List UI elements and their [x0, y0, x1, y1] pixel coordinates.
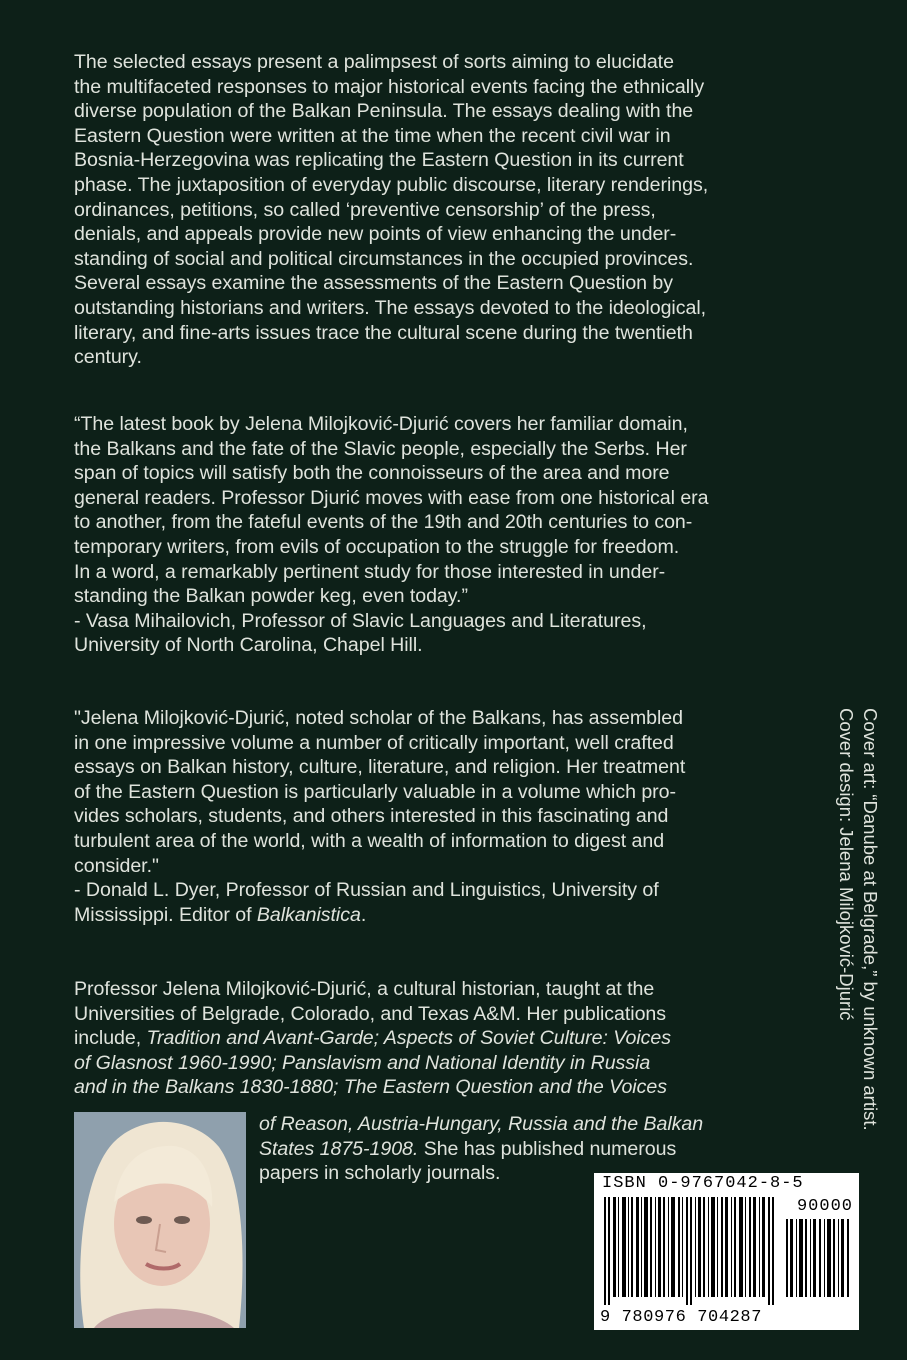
text-line: literary, and fine-arts issues trace the cultural scene during the twentieth [74, 321, 693, 344]
description-paragraph [74, 50, 824, 370]
text-line: in one impressive volume a number of critically important, well crafted [74, 731, 674, 754]
text-line [259, 1112, 799, 1137]
blurb-mihailovich [74, 412, 824, 658]
portrait-svg [74, 1112, 246, 1328]
blurb-dyer [74, 706, 824, 927]
text-line [74, 1026, 824, 1051]
text-line: “The latest book by Jelena Milojković-Djurić covers her familiar domain, [74, 413, 688, 435]
attribution-line [74, 903, 824, 928]
text-line: of the Eastern Question is particularly valuable in a volume which pro- [74, 780, 676, 803]
attribution-line: University of North Carolina, Chapel Hill. [74, 634, 423, 657]
text-line: Bosnia-Herzegovina was replicating the Eastern Question in its current [74, 149, 684, 172]
text-line: papers in scholarly journals. [259, 1162, 501, 1185]
text-line [259, 1137, 799, 1162]
text-line: century. [74, 346, 142, 369]
publication-title: of Reason, Austria-Hungary, Russia and the Balkan [259, 1113, 704, 1135]
text-line: "Jelena Milojković-Djurić, noted scholar of the Balkans, has assembled [74, 707, 683, 729]
text-line: turbulent area of the world, with a wealth of information to digest and [74, 829, 665, 852]
cover-art-credit: Cover art: “Danube at Belgrade,” by unknown artist. [860, 708, 881, 1131]
addon-barcode-bars-icon [786, 1219, 852, 1297]
text-line: the multifaceted responses to major historical events facing the ethnically [74, 75, 705, 98]
text-line: The selected essays present a palimpsest of sorts aiming to elucidate [74, 51, 674, 73]
bio-text: She has published numerous [418, 1137, 677, 1160]
author-bio [74, 977, 824, 1100]
text-line [74, 1075, 824, 1100]
barcode-bars-icon [602, 1197, 777, 1305]
text-line: standing of social and political circumstances in the occupied provinces. [74, 247, 694, 270]
text-line: temporary writers, from evils of occupation to the struggle for freedom. [74, 535, 680, 558]
text-line: Several essays examine the assessments of the Eastern Question by [74, 272, 674, 295]
author-portrait-icon [74, 1112, 246, 1328]
cover-design-credit: Cover design: Jelena Milojković-Djurić [836, 708, 857, 1021]
price-code: 90000 [796, 1197, 853, 1216]
bio-text: include, [74, 1027, 147, 1050]
attribution-text: Mississippi. Editor of [74, 903, 257, 926]
text-line: Professor Jelena Milojković-Djurić, a cultural historian, taught at the [74, 978, 655, 1000]
attribution-line: - Vasa Mihailovich, Professor of Slavic Languages and Literatures, [74, 609, 647, 632]
isbn-barcode [594, 1173, 859, 1330]
text-line: phase. The juxtaposition of everyday public discourse, literary renderings, [74, 173, 709, 196]
text-line: consider." [74, 854, 159, 877]
text-line: diverse population of the Balkan Peninsula. The essays dealing with the [74, 100, 694, 123]
text-line: outstanding historians and writers. The essays devoted to the ideological, [74, 296, 707, 319]
text-line: standing the Balkan powder keg, even today.” [74, 585, 468, 608]
isbn-number: ISBN 0-9767042-8-5 [602, 1174, 804, 1193]
text-line: to another, from the fateful events of the 19th and 20th centuries to con- [74, 511, 693, 534]
text-line: Eastern Question were written at the time when the recent civil war in [74, 124, 671, 147]
text-line: span of topics will satisfy both the connoisseurs of the area and more [74, 462, 670, 485]
text-line: the Balkans and the fate of the Slavic people, especially the Serbs. Her [74, 437, 687, 460]
journal-title: Balkanistica [256, 903, 361, 926]
publication-title: and in the Balkans 1830-1880; The Eastern Question and the Voices [74, 1076, 667, 1099]
attribution-line: - Donald L. Dyer, Professor of Russian and Linguistics, University of [74, 879, 659, 902]
text-line: Universities of Belgrade, Colorado, and Texas A&M. Her publications [74, 1002, 667, 1025]
text-line: ordinances, petitions, so called ‘preventive censorship’ of the press, [74, 198, 656, 221]
publication-title: Tradition and Avant-Garde; Aspects of Soviet Culture: Voices [146, 1027, 672, 1050]
text-line: essays on Balkan history, culture, literature, and religion. Her treatment [74, 756, 686, 779]
text-line: general readers. Professor Djurić moves with ease from one historical era [74, 486, 709, 509]
text-line: vides scholars, students, and others interested in this fascinating and [74, 805, 669, 828]
text-line [74, 1051, 824, 1076]
ean-number: 9 780976 704287 [600, 1308, 763, 1327]
attribution-text: . [360, 903, 367, 926]
publication-title: States 1875-1908. [259, 1137, 419, 1160]
publication-title: of Glasnost 1960-1990; Panslavism and National Identity in Russia [74, 1051, 651, 1074]
text-line: In a word, a remarkably pertinent study for those interested in under- [74, 560, 666, 583]
text-line: denials, and appeals provide new points of view enhancing the under- [74, 223, 677, 246]
